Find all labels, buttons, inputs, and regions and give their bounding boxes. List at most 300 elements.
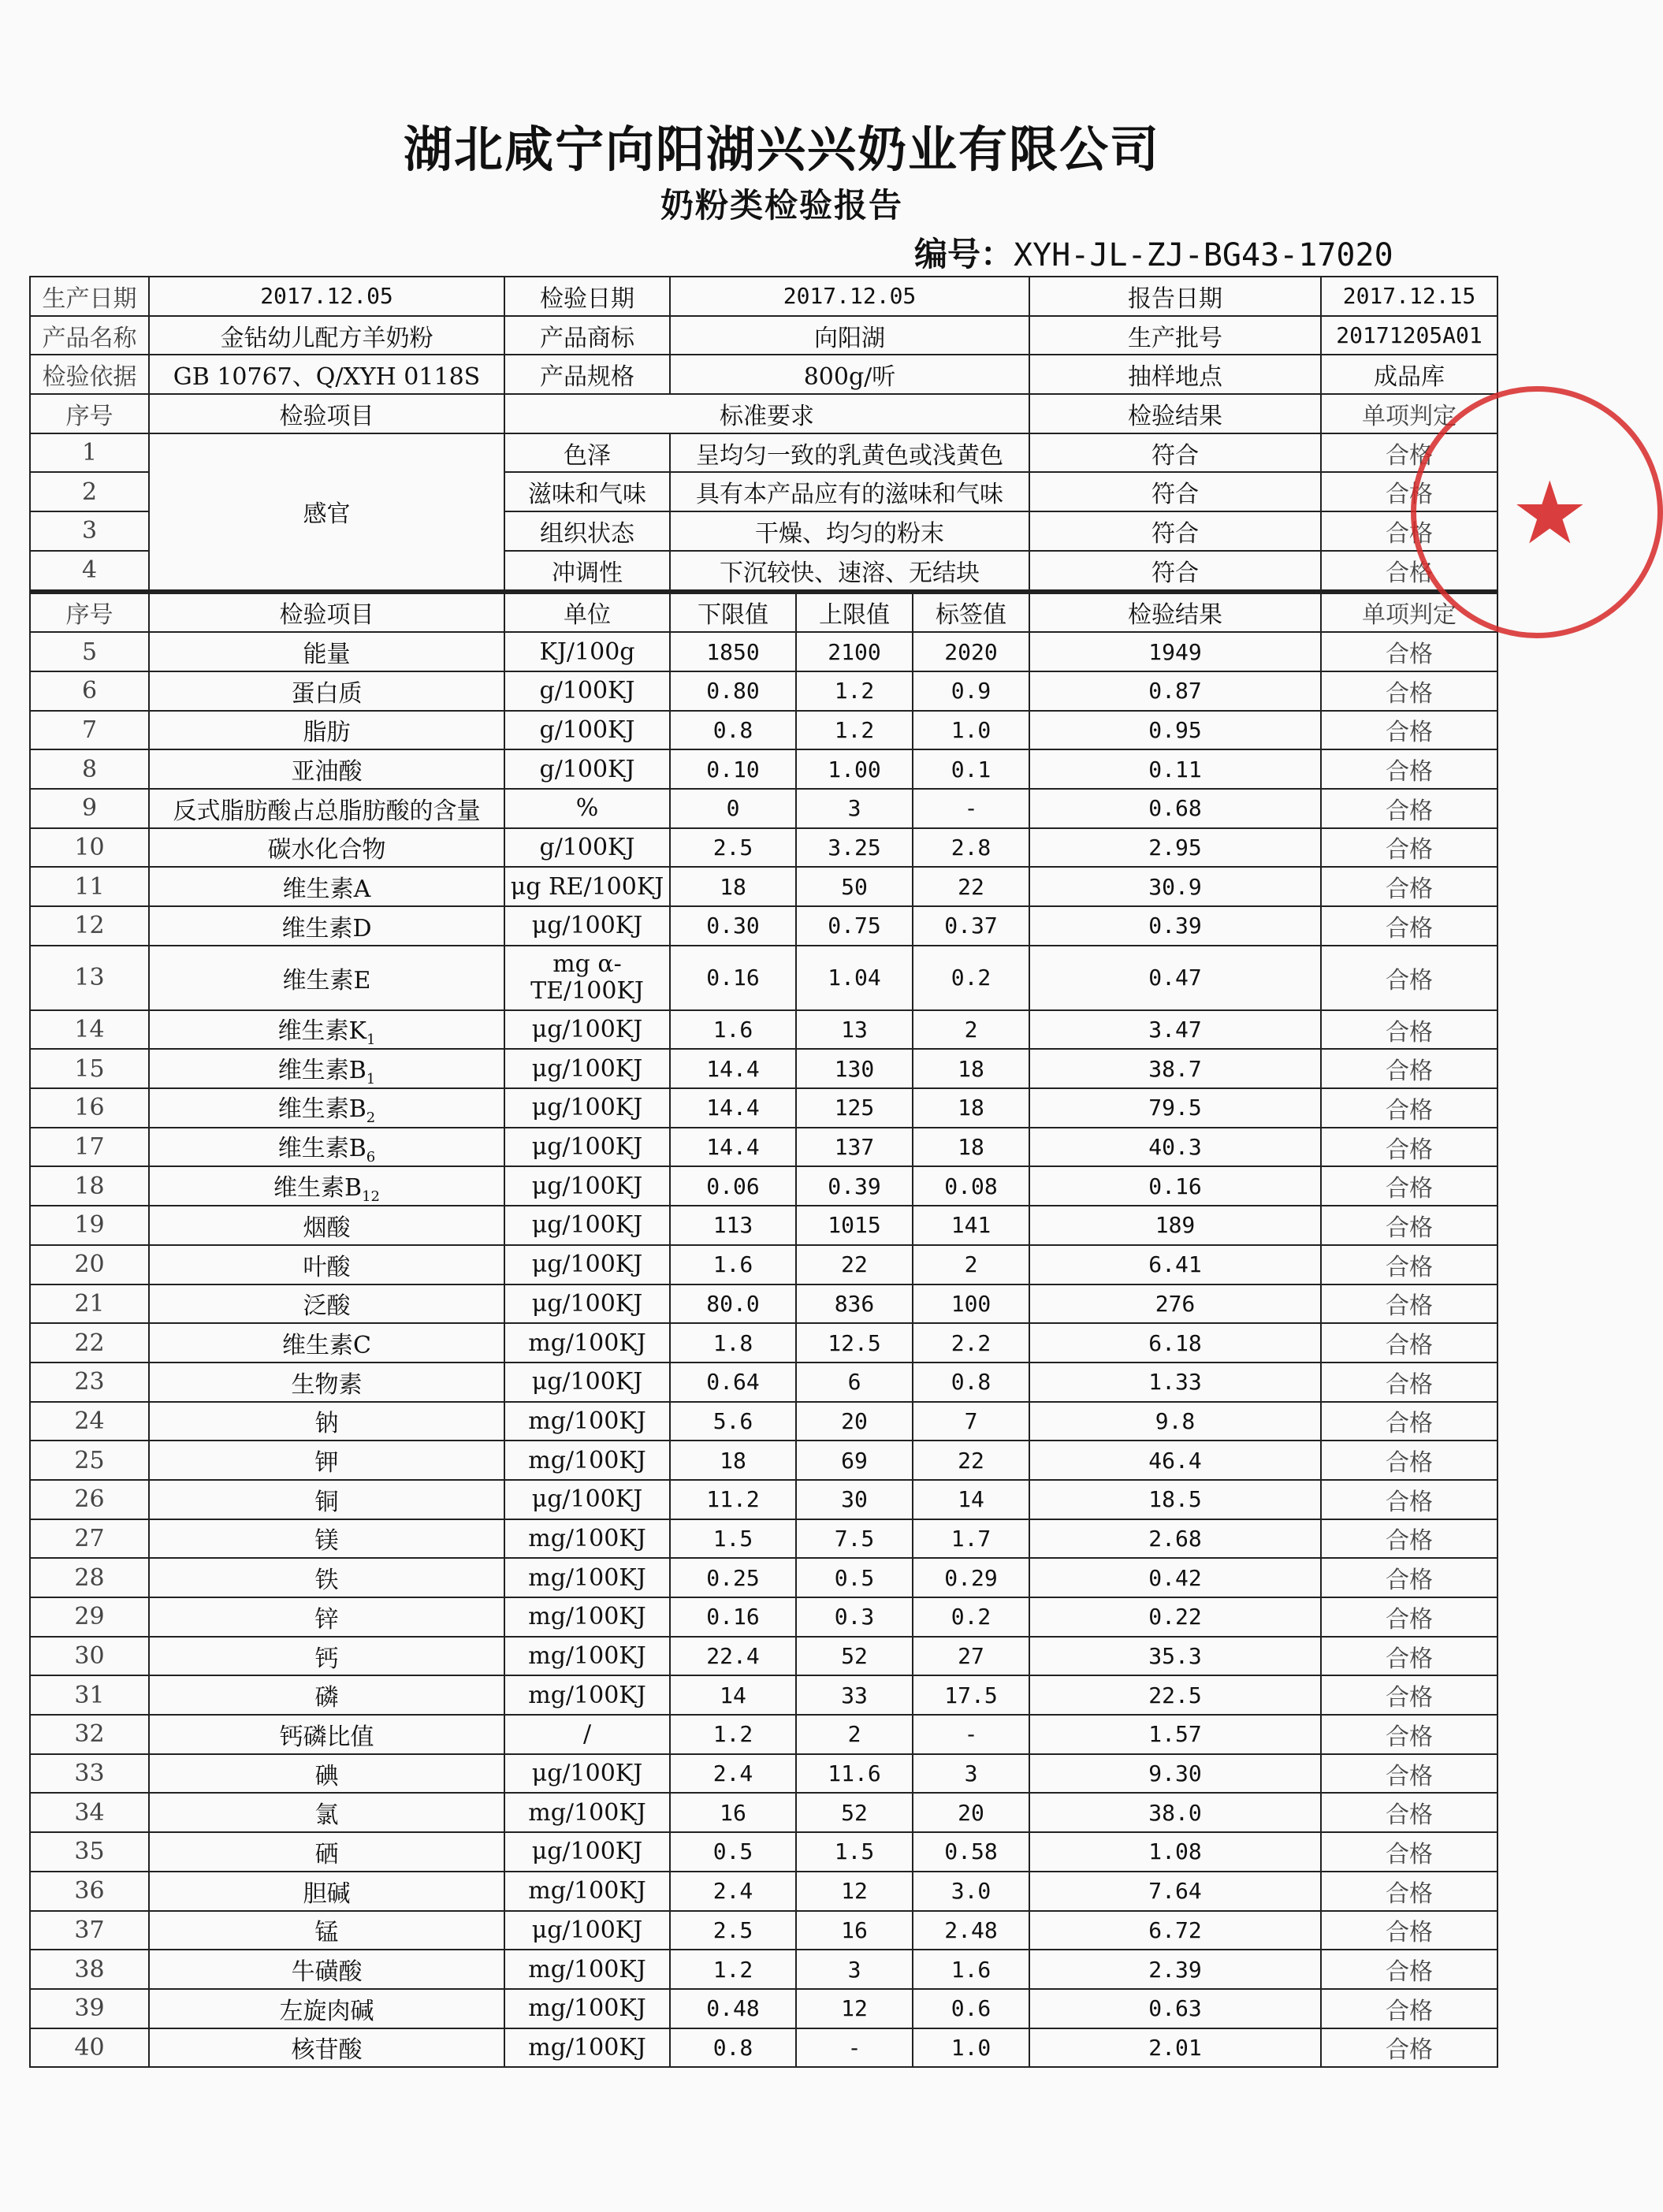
cell-label: 3.0 — [913, 1872, 1029, 1911]
sensory-row — [30, 433, 1497, 473]
cell-item — [149, 671, 504, 711]
cell-judge: 合格 — [1321, 1754, 1497, 1794]
cell-unit: μg/100KJ — [504, 1128, 670, 1167]
cell-label: 1.0 — [913, 2028, 1029, 2068]
cell-no: 38 — [30, 1950, 149, 1989]
cell-item — [149, 1675, 504, 1715]
cell-result: 1.57 — [1029, 1715, 1321, 1754]
cell-label: 18 — [913, 1049, 1029, 1088]
cell-result: 2.39 — [1029, 1950, 1321, 1989]
cell-lower: 0 — [670, 789, 796, 828]
sensory-requirement: 下沉较快、速溶、无结块 — [670, 551, 1029, 592]
column-header: 单项判定 — [1321, 394, 1497, 433]
cell-unit: μg/100KJ — [504, 1284, 670, 1324]
sensory-requirement: 干燥、均匀的粉末 — [670, 511, 1029, 551]
cell-unit: g/100KJ — [504, 828, 670, 868]
nutrient-row — [30, 1911, 1497, 1950]
info-label: 产品规格 — [504, 355, 670, 394]
nutrient-row — [30, 1832, 1497, 1872]
cell-unit: mg/100KJ — [504, 1441, 670, 1480]
cell-upper: 52 — [796, 1793, 913, 1832]
cell-upper: 0.5 — [796, 1558, 913, 1597]
cell-unit: KJ/100g — [504, 632, 670, 671]
cell-judge: 合格 — [1321, 1597, 1497, 1637]
info-value: GB 10767、Q/XYH 0118S — [149, 355, 504, 394]
judgement: 合格 — [1321, 511, 1497, 551]
cell-label: 7 — [913, 1402, 1029, 1441]
cell-label: 0.8 — [913, 1363, 1029, 1402]
cell-judge: 合格 — [1321, 1519, 1497, 1559]
cell-item — [149, 1441, 504, 1480]
cell-unit: % — [504, 789, 670, 828]
cell-judge: 合格 — [1321, 789, 1497, 828]
info-row — [30, 277, 1497, 316]
cell-unit: μg/100KJ — [504, 1206, 670, 1245]
info-value: 800g/听 — [670, 355, 1029, 394]
cell-item — [149, 1128, 504, 1167]
cell-no: 22 — [30, 1323, 149, 1363]
nutrient-row — [30, 946, 1497, 1010]
cell-lower: 18 — [670, 1441, 796, 1480]
cell-no: 14 — [30, 1010, 149, 1050]
cell-judge: 合格 — [1321, 632, 1497, 671]
item-name: 牛磺酸 — [291, 1958, 363, 1987]
nutrient-row — [30, 1480, 1497, 1519]
cell-lower: 22.4 — [670, 1637, 796, 1676]
cell-result: 40.3 — [1029, 1128, 1321, 1167]
sensory-group: 感官 — [149, 433, 504, 592]
nutrient-row — [30, 1950, 1497, 1989]
cell-label: 2 — [913, 1245, 1029, 1284]
cell-unit: mg/100KJ — [504, 1402, 670, 1441]
cell-unit: μg/100KJ — [504, 1911, 670, 1950]
sensory-attribute: 组织状态 — [504, 511, 670, 551]
cell-label: 20 — [913, 1793, 1029, 1832]
item-name: 镁 — [314, 1527, 339, 1556]
cell-item — [149, 1911, 504, 1950]
item-name: 左旋肉碱 — [279, 1997, 374, 2025]
cell-item — [149, 1010, 504, 1050]
cell-judge: 合格 — [1321, 1832, 1497, 1872]
cell-result: 9.8 — [1029, 1402, 1321, 1441]
cell-unit: mg/100KJ — [504, 1675, 670, 1715]
cell-judge: 合格 — [1321, 1558, 1497, 1597]
nutrient-row — [30, 1872, 1497, 1911]
cell-result: 0.47 — [1029, 946, 1321, 1010]
cell-unit: mg/100KJ — [504, 1793, 670, 1832]
cell-judge: 合格 — [1321, 1363, 1497, 1402]
info-row — [30, 316, 1497, 355]
item-name: 核苷酸 — [291, 2036, 363, 2065]
sensory-result: 符合 — [1029, 511, 1321, 551]
cell-item — [149, 1793, 504, 1832]
info-row — [30, 355, 1497, 394]
info-value: 2017.12.05 — [149, 277, 504, 316]
cell-label: 2.48 — [913, 1911, 1029, 1950]
cell-item — [149, 1989, 504, 2028]
item-name: 维生素B — [277, 1095, 366, 1124]
cell-item — [149, 1402, 504, 1441]
cell-result: 0.95 — [1029, 711, 1321, 750]
item-name: 泛酸 — [303, 1292, 351, 1321]
cell-upper: 12.5 — [796, 1323, 913, 1363]
cell-lower: 1.6 — [670, 1245, 796, 1284]
cell-upper: 1.2 — [796, 711, 913, 750]
cell-upper: - — [796, 2028, 913, 2068]
cell-unit: mg/100KJ — [504, 1323, 670, 1363]
cell-result: 35.3 — [1029, 1637, 1321, 1676]
cell-judge: 合格 — [1321, 1402, 1497, 1441]
cell-lower: 0.16 — [670, 1597, 796, 1637]
cell-lower: 0.48 — [670, 1989, 796, 2028]
cell-upper: 836 — [796, 1284, 913, 1324]
cell-judge: 合格 — [1321, 1088, 1497, 1128]
cell-no: 30 — [30, 1637, 149, 1676]
cell-no: 17 — [30, 1128, 149, 1167]
cell-lower: 1.6 — [670, 1010, 796, 1050]
item-name: 锌 — [314, 1605, 339, 1634]
info-label: 生产日期 — [30, 277, 149, 316]
cell-item — [149, 1558, 504, 1597]
item-name: 维生素E — [282, 966, 371, 994]
cell-item — [149, 1715, 504, 1754]
cell-upper: 11.6 — [796, 1754, 913, 1794]
cell-item — [149, 1049, 504, 1088]
judgement: 合格 — [1321, 472, 1497, 511]
column-header: 标签值 — [913, 592, 1029, 633]
cell-judge: 合格 — [1321, 1675, 1497, 1715]
cell-label: 141 — [913, 1206, 1029, 1245]
column-header: 上限值 — [796, 592, 913, 633]
cell-item — [149, 2028, 504, 2068]
nutrient-row — [30, 1088, 1497, 1128]
cell-label: 0.9 — [913, 671, 1029, 711]
sensory-requirement: 具有本产品应有的滋味和气味 — [670, 472, 1029, 511]
cell-unit: μg/100KJ — [504, 1010, 670, 1050]
cell-result: 0.16 — [1029, 1166, 1321, 1206]
cell-item — [149, 828, 504, 868]
cell-unit: μg/100KJ — [504, 1480, 670, 1519]
cell-no: 13 — [30, 946, 149, 1010]
cell-label: 1.7 — [913, 1519, 1029, 1559]
row-number: 4 — [30, 551, 149, 592]
cell-lower: 1.2 — [670, 1950, 796, 1989]
item-name: 磷 — [314, 1684, 339, 1712]
item-name: 钙 — [314, 1645, 339, 1673]
cell-unit: g/100KJ — [504, 749, 670, 789]
nutrient-row — [30, 1558, 1497, 1597]
cell-lower: 11.2 — [670, 1480, 796, 1519]
cell-no: 21 — [30, 1284, 149, 1324]
cell-lower: 14.4 — [670, 1128, 796, 1167]
cell-upper: 1015 — [796, 1206, 913, 1245]
item-name: 铁 — [314, 1567, 339, 1595]
row-number: 2 — [30, 472, 149, 511]
cell-no: 27 — [30, 1519, 149, 1559]
cell-upper: 30 — [796, 1480, 913, 1519]
cell-no: 31 — [30, 1675, 149, 1715]
cell-lower: 0.8 — [670, 711, 796, 750]
cell-judge: 合格 — [1321, 1284, 1497, 1324]
item-name: 铜 — [314, 1488, 339, 1516]
cell-unit: mg/100KJ — [504, 1597, 670, 1637]
nutrient-row — [30, 1284, 1497, 1324]
sensory-requirement: 呈均匀一致的乳黄色或浅黄色 — [670, 433, 1029, 473]
cell-upper: 13 — [796, 1010, 913, 1050]
company-name: 湖北咸宁向阳湖兴兴奶业有限公司 — [403, 121, 1160, 178]
cell-no: 23 — [30, 1363, 149, 1402]
cell-result: 18.5 — [1029, 1480, 1321, 1519]
cell-unit: μg/100KJ — [504, 1049, 670, 1088]
cell-upper: 2100 — [796, 632, 913, 671]
cell-upper: 0.39 — [796, 1166, 913, 1206]
cell-judge: 合格 — [1321, 1128, 1497, 1167]
cell-result: 30.9 — [1029, 867, 1321, 906]
item-name: 锰 — [314, 1919, 339, 1947]
cell-lower: 14 — [670, 1675, 796, 1715]
cell-upper: 69 — [796, 1441, 913, 1480]
cell-no: 40 — [30, 2028, 149, 2068]
column-header: 检验结果 — [1029, 592, 1321, 633]
cell-unit: mg/100KJ — [504, 1637, 670, 1676]
nutrient-row — [30, 1519, 1497, 1559]
cell-unit: / — [504, 1715, 670, 1754]
cell-judge: 合格 — [1321, 906, 1497, 946]
cell-no: 29 — [30, 1597, 149, 1637]
item-name: 钠 — [314, 1410, 339, 1438]
cell-judge: 合格 — [1321, 1206, 1497, 1245]
cell-judge: 合格 — [1321, 1950, 1497, 1989]
cell-item — [149, 1519, 504, 1559]
cell-judge: 合格 — [1321, 867, 1497, 906]
cell-upper: 33 — [796, 1675, 913, 1715]
cell-unit: μg/100KJ — [504, 1166, 670, 1206]
cell-label: 2.8 — [913, 828, 1029, 868]
cell-no: 39 — [30, 1989, 149, 2028]
cell-result: 6.72 — [1029, 1911, 1321, 1950]
cell-item — [149, 1597, 504, 1637]
cell-label: 3 — [913, 1754, 1029, 1794]
item-name: 脂肪 — [303, 719, 351, 747]
info-label: 抽样地点 — [1029, 355, 1321, 394]
cell-lower: 1.5 — [670, 1519, 796, 1559]
cell-no: 34 — [30, 1793, 149, 1832]
nutrient-row — [30, 1597, 1497, 1637]
cell-unit: g/100KJ — [504, 711, 670, 750]
nutrient-row — [30, 867, 1497, 906]
cell-lower: 0.80 — [670, 671, 796, 711]
cell-no: 5 — [30, 632, 149, 671]
cell-result: 3.47 — [1029, 1010, 1321, 1050]
sensory-attribute: 冲调性 — [504, 551, 670, 592]
item-name: 氯 — [314, 1801, 339, 1830]
cell-upper: 130 — [796, 1049, 913, 1088]
cell-item — [149, 1323, 504, 1363]
nutrient-row — [30, 1402, 1497, 1441]
cell-item — [149, 1088, 504, 1128]
cell-lower: 2.4 — [670, 1872, 796, 1911]
nutrient-row — [30, 1166, 1497, 1206]
cell-lower: 0.5 — [670, 1832, 796, 1872]
cell-result: 1.08 — [1029, 1832, 1321, 1872]
cell-no: 18 — [30, 1166, 149, 1206]
cell-upper: 12 — [796, 1872, 913, 1911]
cell-unit: μg RE/100KJ — [504, 867, 670, 906]
item-name: 钾 — [314, 1449, 339, 1478]
cell-lower: 0.8 — [670, 2028, 796, 2068]
nutrient-row — [30, 1245, 1497, 1284]
cell-judge: 合格 — [1321, 1637, 1497, 1676]
cell-result: 0.22 — [1029, 1597, 1321, 1637]
company-seal — [1411, 386, 1663, 638]
cell-lower: 0.30 — [670, 906, 796, 946]
cell-no: 8 — [30, 749, 149, 789]
cell-label: 0.1 — [913, 749, 1029, 789]
cell-upper: 20 — [796, 1402, 913, 1441]
cell-item — [149, 1245, 504, 1284]
cell-judge: 合格 — [1321, 1793, 1497, 1832]
cell-item — [149, 711, 504, 750]
item-name: 维生素B — [273, 1173, 363, 1202]
item-name: 维生素A — [282, 876, 371, 904]
cell-upper: 3.25 — [796, 828, 913, 868]
item-subscript: 1 — [366, 1070, 376, 1087]
item-subscript: 2 — [366, 1110, 376, 1127]
cell-upper: 125 — [796, 1088, 913, 1128]
cell-result: 1.33 — [1029, 1363, 1321, 1402]
cell-lower: 0.06 — [670, 1166, 796, 1206]
item-name: 烟酸 — [303, 1214, 351, 1242]
nutrient-row — [30, 1715, 1497, 1754]
cell-unit: mg/100KJ — [504, 2028, 670, 2068]
item-name: 碘 — [314, 1762, 339, 1790]
cell-no: 12 — [30, 906, 149, 946]
cell-unit: mg/100KJ — [504, 1519, 670, 1559]
cell-upper: 1.04 — [796, 946, 913, 1010]
item-subscript: 12 — [362, 1188, 380, 1205]
cell-item — [149, 789, 504, 828]
cell-judge: 合格 — [1321, 1441, 1497, 1480]
column-header: 标准要求 — [504, 394, 1029, 433]
cell-item — [149, 946, 504, 1010]
nutrient-row — [30, 1128, 1497, 1167]
cell-lower: 0.10 — [670, 749, 796, 789]
cell-label: 22 — [913, 1441, 1029, 1480]
nutrient-row — [30, 1793, 1497, 1832]
cell-judge: 合格 — [1321, 1010, 1497, 1050]
nutrient-row — [30, 906, 1497, 946]
cell-unit: mg/100KJ — [504, 1558, 670, 1597]
info-label: 生产批号 — [1029, 316, 1321, 355]
cell-item — [149, 867, 504, 906]
cell-result: 0.39 — [1029, 906, 1321, 946]
sensory-header-row — [30, 394, 1497, 433]
row-number: 1 — [30, 433, 149, 473]
cell-label: 27 — [913, 1637, 1029, 1676]
row-number: 3 — [30, 511, 149, 551]
cell-result: 22.5 — [1029, 1675, 1321, 1715]
cell-upper: 12 — [796, 1989, 913, 2028]
cell-item — [149, 1637, 504, 1676]
cell-lower: 14.4 — [670, 1088, 796, 1128]
nutrient-row — [30, 1441, 1497, 1480]
cell-result: 0.11 — [1029, 749, 1321, 789]
nutrient-row — [30, 2028, 1497, 2068]
cell-upper: 1.00 — [796, 749, 913, 789]
cell-result: 9.30 — [1029, 1754, 1321, 1794]
item-name: 叶酸 — [303, 1253, 351, 1281]
cell-result: 0.68 — [1029, 789, 1321, 828]
star-icon: ★ — [1511, 463, 1589, 563]
cell-upper: 6 — [796, 1363, 913, 1402]
column-header: 检验项目 — [149, 592, 504, 633]
cell-upper: 0.75 — [796, 906, 913, 946]
sensory-attribute: 滋味和气味 — [504, 472, 670, 511]
item-name: 能量 — [303, 641, 351, 669]
cell-label: 18 — [913, 1088, 1029, 1128]
column-header: 序号 — [30, 592, 149, 633]
cell-lower: 2.5 — [670, 1911, 796, 1950]
cell-unit: μg/100KJ — [504, 1088, 670, 1128]
cell-label: 18 — [913, 1128, 1029, 1167]
cell-no: 11 — [30, 867, 149, 906]
cell-judge: 合格 — [1321, 1872, 1497, 1911]
cell-label: 17.5 — [913, 1675, 1029, 1715]
cell-label: 1.0 — [913, 711, 1029, 750]
cell-lower: 0.25 — [670, 1558, 796, 1597]
cell-no: 26 — [30, 1480, 149, 1519]
item-name: 维生素B — [277, 1135, 366, 1163]
item-subscript: 1 — [366, 1032, 376, 1049]
cell-result: 189 — [1029, 1206, 1321, 1245]
cell-no: 35 — [30, 1832, 149, 1872]
cell-result: 38.7 — [1029, 1049, 1321, 1088]
nutrient-row — [30, 671, 1497, 711]
item-name: 生物素 — [291, 1370, 363, 1399]
cell-label: 22 — [913, 867, 1029, 906]
cell-label: 100 — [913, 1284, 1029, 1324]
sensory-result: 符合 — [1029, 551, 1321, 592]
info-value: 成品库 — [1321, 355, 1497, 394]
cell-lower: 18 — [670, 867, 796, 906]
nutrient-header-row — [30, 592, 1497, 633]
report-number — [914, 229, 1393, 276]
cell-lower: 14.4 — [670, 1049, 796, 1088]
cell-judge: 合格 — [1321, 946, 1497, 1010]
info-value: 2017.12.05 — [670, 277, 1029, 316]
item-name: 亚油酸 — [291, 758, 363, 786]
cell-item — [149, 632, 504, 671]
cell-upper: 22 — [796, 1245, 913, 1284]
sensory-result: 符合 — [1029, 433, 1321, 473]
cell-result: 46.4 — [1029, 1441, 1321, 1480]
report-title: 奶粉类检验报告 — [660, 186, 903, 225]
cell-judge: 合格 — [1321, 1245, 1497, 1284]
column-header: 检验结果 — [1029, 394, 1321, 433]
cell-label: 0.29 — [913, 1558, 1029, 1597]
nutrient-row — [30, 1989, 1497, 2028]
nutrient-row — [30, 1363, 1497, 1402]
item-name: 硒 — [314, 1840, 339, 1868]
cell-result: 2.01 — [1029, 2028, 1321, 2068]
item-name: 钙磷比值 — [279, 1723, 374, 1751]
cell-judge: 合格 — [1321, 671, 1497, 711]
cell-item — [149, 1284, 504, 1324]
nutrient-row — [30, 789, 1497, 828]
cell-item — [149, 1206, 504, 1245]
cell-unit: μg/100KJ — [504, 1363, 670, 1402]
cell-label: 0.37 — [913, 906, 1029, 946]
